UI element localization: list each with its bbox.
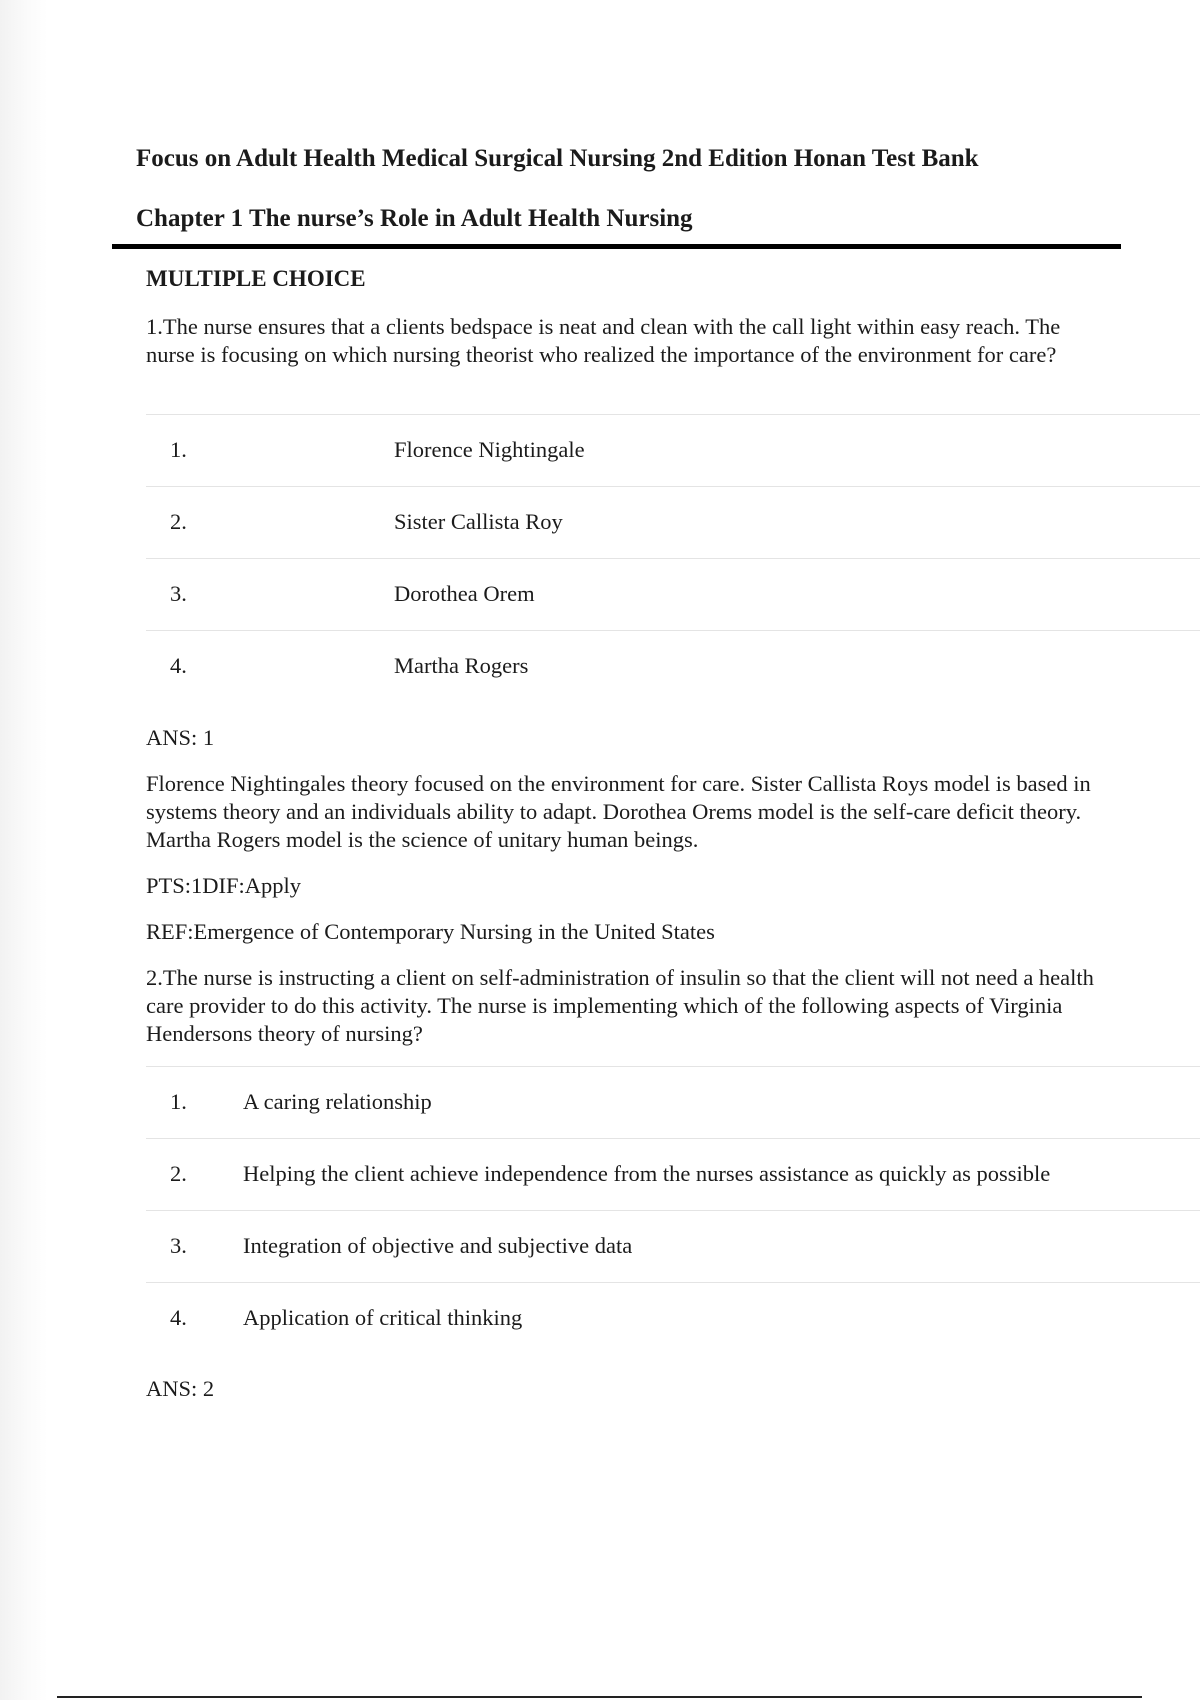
question-1-stem: 1.The nurse ensures that a clients bedspace is neat and clean with the call light within easy reach. The nurse is focusing on which nursing theorist who realized the importance of the environment for care? [146, 314, 1061, 367]
page-edge-shadow [0, 0, 48, 1700]
option-number: 4. [170, 653, 187, 678]
question-1-reference: REF:Emergence of Contemporary Nursing in the United States [146, 919, 715, 944]
option-text: Application of critical thinking [243, 1305, 523, 1330]
question-2-option-1 [146, 1066, 1200, 1139]
question-1-points-difficulty: PTS:1DIF:Apply [146, 873, 302, 898]
option-number: 1. [170, 437, 187, 462]
question-1-option-4 [146, 630, 1200, 703]
question-1-rationale: Florence Nightingales theory focused on the environment for care. Sister Callista Roys model is based in systems theory and an individuals ability to adapt. Dorothea Orems model is the self-care deficit theory. Martha Rogers model is the science of unitary human beings. [146, 771, 1091, 852]
question-2-answer: ANS: 2 [146, 1376, 215, 1401]
section-heading: MULTIPLE CHOICE [146, 266, 366, 291]
option-text: Martha Rogers [394, 653, 529, 678]
chapter-title: Chapter 1 The nurse’s Role in Adult Health Nursing [136, 205, 693, 232]
question-2-option-2 [146, 1138, 1200, 1211]
question-1-answer: ANS: 1 [146, 725, 215, 750]
option-number: 3. [170, 581, 187, 606]
question-1-option-3 [146, 558, 1200, 631]
option-text: Sister Callista Roy [394, 509, 563, 534]
option-text: A caring relationship [243, 1089, 432, 1114]
option-text: Dorothea Orem [394, 581, 535, 606]
footer-divider [57, 1696, 1142, 1698]
document-title: Focus on Adult Health Medical Surgical Nursing 2nd Edition Honan Test Bank [136, 145, 979, 172]
option-text: Helping the client achieve independence from the nurses assistance as quickly as possible [243, 1161, 1051, 1186]
option-text: Florence Nightingale [394, 437, 585, 462]
question-2-option-3 [146, 1210, 1200, 1283]
option-number: 2. [170, 1161, 187, 1186]
question-1-option-2 [146, 486, 1200, 559]
option-number: 3. [170, 1233, 187, 1258]
question-2-option-4 [146, 1282, 1200, 1355]
option-number: 1. [170, 1089, 187, 1114]
header-divider [112, 244, 1121, 249]
question-1-option-1 [146, 414, 1200, 487]
option-number: 4. [170, 1305, 187, 1330]
option-number: 2. [170, 509, 187, 534]
option-text: Integration of objective and subjective data [243, 1233, 633, 1258]
question-2-stem: 2.The nurse is instructing a client on self-administration of insulin so that the client will not need a health care provider to do this activity. The nurse is implementing which of the following aspects of Virginia Hendersons theory of nursing? [146, 965, 1094, 1046]
